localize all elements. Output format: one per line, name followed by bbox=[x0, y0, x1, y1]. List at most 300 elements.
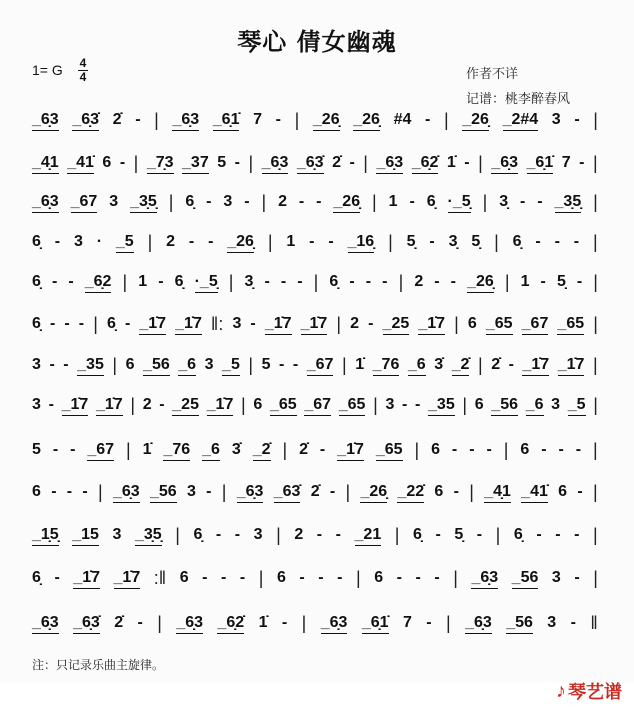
note: _3̣5̣ bbox=[130, 192, 157, 213]
note: 5 bbox=[32, 441, 41, 458]
dash: - bbox=[335, 526, 341, 543]
note: _1̇7 bbox=[207, 395, 234, 416]
dash: - bbox=[137, 614, 143, 631]
note: _21 bbox=[355, 525, 382, 546]
barline: | bbox=[294, 110, 300, 130]
dash: - bbox=[541, 441, 547, 458]
note: _6̣1̇ bbox=[362, 613, 389, 634]
note: _65 bbox=[557, 314, 584, 335]
note: _6̣1̇ bbox=[527, 153, 554, 174]
note: 6 bbox=[253, 396, 263, 413]
note: 6̣ bbox=[512, 233, 522, 250]
note: _6̣3 bbox=[113, 482, 140, 503]
note: _1̣5̣ bbox=[32, 525, 59, 546]
note: _6̣3 bbox=[237, 482, 264, 503]
barline: | bbox=[462, 395, 468, 415]
note: 3 bbox=[223, 193, 233, 210]
dash: - bbox=[202, 569, 208, 586]
barline: | bbox=[241, 395, 246, 415]
dash: - bbox=[54, 569, 60, 586]
note: 7 bbox=[253, 111, 263, 128]
note: 3 bbox=[32, 396, 41, 413]
barline: | bbox=[372, 192, 377, 212]
barline: | bbox=[126, 440, 131, 460]
notation-row bbox=[32, 108, 598, 132]
dash: - bbox=[206, 483, 212, 500]
barline: | bbox=[168, 192, 174, 212]
dash: - bbox=[540, 273, 546, 290]
dash: - bbox=[309, 233, 315, 250]
barline: | bbox=[394, 525, 400, 545]
note: _4̣1 bbox=[32, 153, 59, 174]
dash: - bbox=[415, 569, 421, 586]
note: _35 bbox=[77, 355, 104, 376]
barline: | bbox=[445, 613, 451, 633]
barline: | bbox=[122, 272, 128, 292]
logo-icon: ♪ bbox=[556, 679, 566, 702]
dash: - bbox=[537, 193, 543, 210]
dash: - bbox=[402, 396, 408, 413]
note: 6 bbox=[32, 483, 41, 500]
note: _2̇ bbox=[452, 355, 470, 376]
barline: | bbox=[98, 482, 103, 502]
dash: - bbox=[234, 526, 241, 543]
barline: | bbox=[469, 482, 474, 502]
note: _65 bbox=[376, 440, 403, 461]
meter-bottom: 4 bbox=[79, 70, 87, 84]
barline: | bbox=[147, 232, 153, 252]
notation-row bbox=[32, 190, 598, 214]
note: 6̣ bbox=[32, 569, 41, 586]
note: _6̣1̇ bbox=[213, 110, 240, 131]
note: _1̇7 bbox=[558, 355, 585, 376]
note: _37 bbox=[182, 153, 209, 174]
note: 3 bbox=[551, 111, 561, 128]
note: 3 bbox=[547, 614, 557, 631]
dash: - bbox=[396, 569, 402, 586]
barline: | bbox=[592, 482, 598, 502]
dash: - bbox=[536, 526, 542, 543]
note: _6̣3̇ bbox=[73, 613, 100, 634]
note: 3 bbox=[186, 483, 196, 500]
dash: - bbox=[508, 356, 514, 373]
dash: - bbox=[576, 273, 583, 290]
barline: | bbox=[443, 110, 449, 130]
note: _5 bbox=[222, 355, 240, 376]
note: _6 bbox=[202, 440, 220, 461]
dash: - bbox=[188, 233, 195, 250]
note: _16̣ bbox=[348, 232, 375, 253]
note: 2 bbox=[350, 315, 360, 332]
dash: - bbox=[292, 356, 299, 373]
note: 6 bbox=[558, 483, 568, 500]
dash: - bbox=[469, 441, 475, 458]
note: _6̣3 bbox=[32, 613, 59, 634]
note: 1̇ bbox=[258, 614, 268, 631]
song-title: 琴心 倩女幽魂 bbox=[237, 27, 397, 56]
dash: - bbox=[124, 315, 131, 332]
note: 6̣ bbox=[513, 526, 523, 543]
dash: - bbox=[250, 315, 256, 332]
note: _26̣ bbox=[227, 232, 254, 253]
note: _6 bbox=[408, 355, 426, 376]
barline: | bbox=[495, 525, 501, 545]
note: 6 bbox=[474, 396, 484, 413]
note: _5 bbox=[116, 232, 134, 253]
dash: - bbox=[409, 193, 415, 210]
dash: - bbox=[349, 273, 355, 290]
note: 2 bbox=[414, 273, 424, 290]
dash: - bbox=[206, 193, 212, 210]
barline: | bbox=[301, 613, 307, 633]
note: 5 bbox=[261, 356, 271, 373]
note: 7 bbox=[561, 154, 571, 171]
note: _6̣3̇ bbox=[72, 110, 99, 131]
barline: | bbox=[363, 153, 368, 173]
note: 3̇ bbox=[434, 356, 444, 373]
note: 2 bbox=[142, 396, 152, 413]
barline: | bbox=[592, 440, 598, 460]
note: 3 bbox=[204, 356, 214, 373]
barline: ‖: bbox=[210, 314, 224, 334]
barline: | bbox=[504, 272, 510, 292]
note: _26̣ bbox=[467, 272, 494, 293]
note: 1 bbox=[286, 233, 296, 250]
key-signature: 1= G bbox=[32, 62, 63, 78]
note: 7 bbox=[402, 614, 412, 631]
dash: - bbox=[554, 233, 560, 250]
barline: | bbox=[112, 355, 118, 375]
note: _65 bbox=[486, 314, 513, 335]
dash: - bbox=[70, 441, 76, 458]
notation-row bbox=[32, 480, 598, 504]
dash: - bbox=[365, 273, 372, 290]
note: 6 bbox=[434, 483, 444, 500]
note: 2 bbox=[278, 193, 287, 210]
barline: | bbox=[593, 272, 598, 292]
note: _6̣3 bbox=[471, 568, 498, 589]
dash: - bbox=[63, 356, 69, 373]
barline: | bbox=[592, 355, 598, 375]
dash: - bbox=[279, 356, 285, 373]
note: _3̣5̣ bbox=[135, 525, 162, 546]
dash: - bbox=[368, 315, 374, 332]
barline: | bbox=[494, 232, 499, 252]
note: 1̇ bbox=[355, 356, 365, 373]
note: _65 bbox=[270, 395, 297, 416]
notation-row bbox=[32, 151, 598, 175]
note: 6 bbox=[431, 441, 440, 458]
barline: | bbox=[593, 568, 598, 588]
dash: - bbox=[208, 233, 214, 250]
dash: - bbox=[316, 526, 323, 543]
note: 6̣ bbox=[426, 193, 436, 210]
barline: | bbox=[267, 232, 273, 252]
dash: - bbox=[337, 569, 343, 586]
dash: - bbox=[82, 483, 88, 500]
dash: - bbox=[349, 154, 355, 171]
note: _6̣3̇ bbox=[297, 153, 324, 174]
note: _6 bbox=[526, 395, 544, 416]
notation-row bbox=[32, 523, 598, 547]
barline: | bbox=[478, 153, 483, 173]
barline: | bbox=[130, 395, 136, 415]
note: _5 bbox=[568, 395, 586, 416]
dash: - bbox=[49, 315, 56, 332]
note: _76 bbox=[373, 355, 400, 376]
note: 3̣ bbox=[244, 273, 254, 290]
transcriber: 记谱：桃李醉春风 bbox=[466, 92, 571, 107]
note: _76 bbox=[163, 440, 190, 461]
note: 1 bbox=[520, 273, 530, 290]
note: _67 bbox=[522, 314, 549, 335]
barline: | bbox=[228, 272, 234, 292]
barline: | bbox=[261, 192, 267, 212]
note: 3 bbox=[385, 396, 395, 413]
note: _6̣3 bbox=[376, 153, 403, 174]
barline: | bbox=[482, 192, 488, 212]
barline: | bbox=[414, 440, 420, 460]
dash: - bbox=[382, 273, 388, 290]
barline: | bbox=[175, 525, 180, 545]
note: _63̇ bbox=[274, 482, 301, 503]
note: _26̣ bbox=[333, 192, 360, 213]
dash: - bbox=[555, 526, 561, 543]
dash: - bbox=[119, 154, 126, 171]
note: _6̣3 bbox=[491, 153, 518, 174]
note: 3 bbox=[253, 526, 263, 543]
barline: ‖ bbox=[590, 613, 598, 633]
note: _41̇ bbox=[521, 482, 548, 503]
dash: - bbox=[68, 273, 74, 290]
logo-text: 琴艺谱 bbox=[568, 682, 622, 702]
barline: | bbox=[593, 314, 598, 334]
note: 6̣ bbox=[32, 315, 41, 332]
barline: | bbox=[154, 110, 159, 130]
barline: | bbox=[355, 568, 361, 588]
note: 3 bbox=[232, 315, 242, 332]
dash: - bbox=[316, 193, 322, 210]
note: _1̇7 bbox=[96, 395, 123, 416]
note: _1̇7 bbox=[265, 314, 292, 335]
barline: | bbox=[592, 153, 598, 173]
dash: - bbox=[281, 614, 288, 631]
note: _1̇7 bbox=[418, 314, 445, 335]
note: _26̣ bbox=[462, 110, 489, 131]
barline: | bbox=[221, 482, 227, 502]
barline: | bbox=[503, 440, 509, 460]
note: _56 bbox=[143, 355, 170, 376]
dash: - bbox=[450, 273, 456, 290]
note: 3 bbox=[73, 233, 83, 250]
barline: | bbox=[258, 568, 264, 588]
dash: - bbox=[297, 273, 303, 290]
note: 6 bbox=[276, 569, 286, 586]
dash: - bbox=[476, 526, 483, 543]
note: _15 bbox=[72, 525, 99, 546]
note: 2̇ bbox=[332, 154, 341, 171]
note: 2̇ bbox=[491, 356, 501, 373]
time-signature bbox=[78, 58, 88, 83]
note: 2 bbox=[166, 233, 176, 250]
dash: - bbox=[280, 273, 287, 290]
barline: | bbox=[157, 613, 162, 633]
note: _3̣5̣ bbox=[555, 192, 582, 213]
note: _6̣3 bbox=[262, 153, 289, 174]
note: _65 bbox=[339, 395, 366, 416]
note: 3̣ bbox=[448, 233, 458, 250]
dash: - bbox=[51, 273, 58, 290]
dash: - bbox=[558, 441, 564, 458]
note: 6̣ bbox=[329, 273, 339, 290]
notation-row bbox=[32, 270, 598, 294]
site-logo[interactable] bbox=[556, 678, 622, 704]
barline: | bbox=[276, 525, 281, 545]
dash: - bbox=[573, 233, 580, 250]
dash: - bbox=[574, 111, 580, 128]
note: 5̣ bbox=[454, 526, 464, 543]
dash: - bbox=[453, 483, 459, 500]
note: _6 bbox=[178, 355, 196, 376]
note: _26̣ bbox=[360, 482, 387, 503]
note: 6 bbox=[374, 569, 384, 586]
dash: - bbox=[574, 526, 580, 543]
note: _26̣ bbox=[313, 110, 340, 131]
note: _41̇ bbox=[67, 153, 94, 174]
meter-top: 4 bbox=[79, 56, 87, 70]
note: _26̣ bbox=[353, 110, 380, 131]
dash: - bbox=[159, 396, 165, 413]
barline: | bbox=[248, 355, 254, 375]
note: _56 bbox=[150, 482, 177, 503]
note: _67 bbox=[71, 192, 98, 213]
dash: - bbox=[328, 233, 334, 250]
note: 3 bbox=[551, 569, 561, 586]
dash: - bbox=[575, 441, 582, 458]
note: _2#4 bbox=[503, 110, 539, 131]
note: 5̣ bbox=[406, 233, 416, 250]
barline: | bbox=[398, 272, 404, 292]
dash: - bbox=[579, 154, 585, 171]
dash: - bbox=[78, 315, 85, 332]
barline: | bbox=[336, 314, 342, 334]
composer: 作者不详 bbox=[466, 67, 519, 82]
dash: - bbox=[486, 441, 492, 458]
dash: - bbox=[318, 569, 324, 586]
note: 3 bbox=[32, 356, 41, 373]
note: 6̣ bbox=[185, 193, 195, 210]
note: _6̣3 bbox=[465, 613, 492, 634]
note: _56 bbox=[512, 568, 539, 589]
note: _35 bbox=[428, 395, 455, 416]
note: 5 bbox=[217, 154, 227, 171]
note: _67 bbox=[307, 355, 334, 376]
note: · bbox=[96, 233, 103, 250]
note: _25 bbox=[383, 314, 410, 335]
notation-row bbox=[32, 312, 598, 336]
note: 1 bbox=[388, 193, 398, 210]
note: 6̣ bbox=[413, 526, 422, 543]
note: _6̣2̇ bbox=[412, 153, 439, 174]
note: _1̇7 bbox=[522, 355, 549, 376]
barline: | bbox=[341, 355, 347, 375]
barline: | bbox=[593, 192, 598, 212]
note: 5̣ bbox=[556, 273, 566, 290]
note: ·_5̣ bbox=[195, 272, 218, 293]
dash: - bbox=[234, 154, 240, 171]
dash: - bbox=[275, 111, 281, 128]
note: 5̣ bbox=[471, 233, 481, 250]
note: 6̣ bbox=[32, 273, 41, 290]
notation-row bbox=[32, 393, 598, 417]
note: _67 bbox=[304, 395, 331, 416]
dash: - bbox=[577, 483, 583, 500]
barline: | bbox=[454, 314, 459, 334]
note: 6 bbox=[520, 441, 530, 458]
dash: - bbox=[239, 569, 246, 586]
note: 2̇ bbox=[112, 111, 122, 128]
dash: - bbox=[329, 483, 336, 500]
note: _7̣3 bbox=[147, 153, 174, 174]
dash: - bbox=[415, 396, 421, 413]
notation-row bbox=[32, 353, 598, 377]
note: 1 bbox=[138, 273, 148, 290]
dash: - bbox=[298, 193, 305, 210]
note: _56 bbox=[491, 395, 518, 416]
dash: - bbox=[52, 441, 59, 458]
barline: :‖ bbox=[153, 568, 167, 588]
barline: | bbox=[373, 395, 378, 415]
dash: - bbox=[66, 483, 73, 500]
note: 6̣ bbox=[193, 526, 203, 543]
dash: - bbox=[135, 111, 141, 128]
dash: - bbox=[244, 193, 250, 210]
note: 6̣ bbox=[174, 273, 184, 290]
notation-row bbox=[32, 438, 598, 462]
barline: | bbox=[93, 314, 98, 334]
dash: - bbox=[535, 233, 541, 250]
note: _67 bbox=[87, 440, 114, 461]
note: 6 bbox=[102, 154, 112, 171]
barline: | bbox=[593, 395, 598, 415]
note: _25 bbox=[172, 395, 199, 416]
dash: - bbox=[434, 273, 440, 290]
note: 6̣ bbox=[32, 233, 41, 250]
dash: - bbox=[574, 569, 580, 586]
note: _1̇7 bbox=[301, 314, 328, 335]
dash: - bbox=[54, 233, 61, 250]
note: _6̣2̇ bbox=[217, 613, 244, 634]
dash: - bbox=[221, 569, 227, 586]
note: 2 bbox=[294, 526, 304, 543]
footnote: 注：只记录乐曲主旋律。 bbox=[32, 658, 165, 672]
note: 2̇ bbox=[299, 441, 308, 458]
dash: - bbox=[451, 441, 458, 458]
dash: - bbox=[429, 233, 435, 250]
note: 6 bbox=[467, 315, 477, 332]
note: 3 bbox=[109, 193, 119, 210]
dash: - bbox=[51, 483, 57, 500]
note: 2̇ bbox=[114, 614, 124, 631]
note: 1̇ bbox=[446, 154, 456, 171]
dash: - bbox=[435, 526, 441, 543]
note: 6̣ bbox=[106, 315, 116, 332]
note: _6̣3 bbox=[176, 613, 203, 634]
dash: - bbox=[49, 356, 55, 373]
note: 3̣ bbox=[499, 193, 509, 210]
note: _6̣3 bbox=[32, 192, 59, 213]
note: 6 bbox=[179, 569, 189, 586]
